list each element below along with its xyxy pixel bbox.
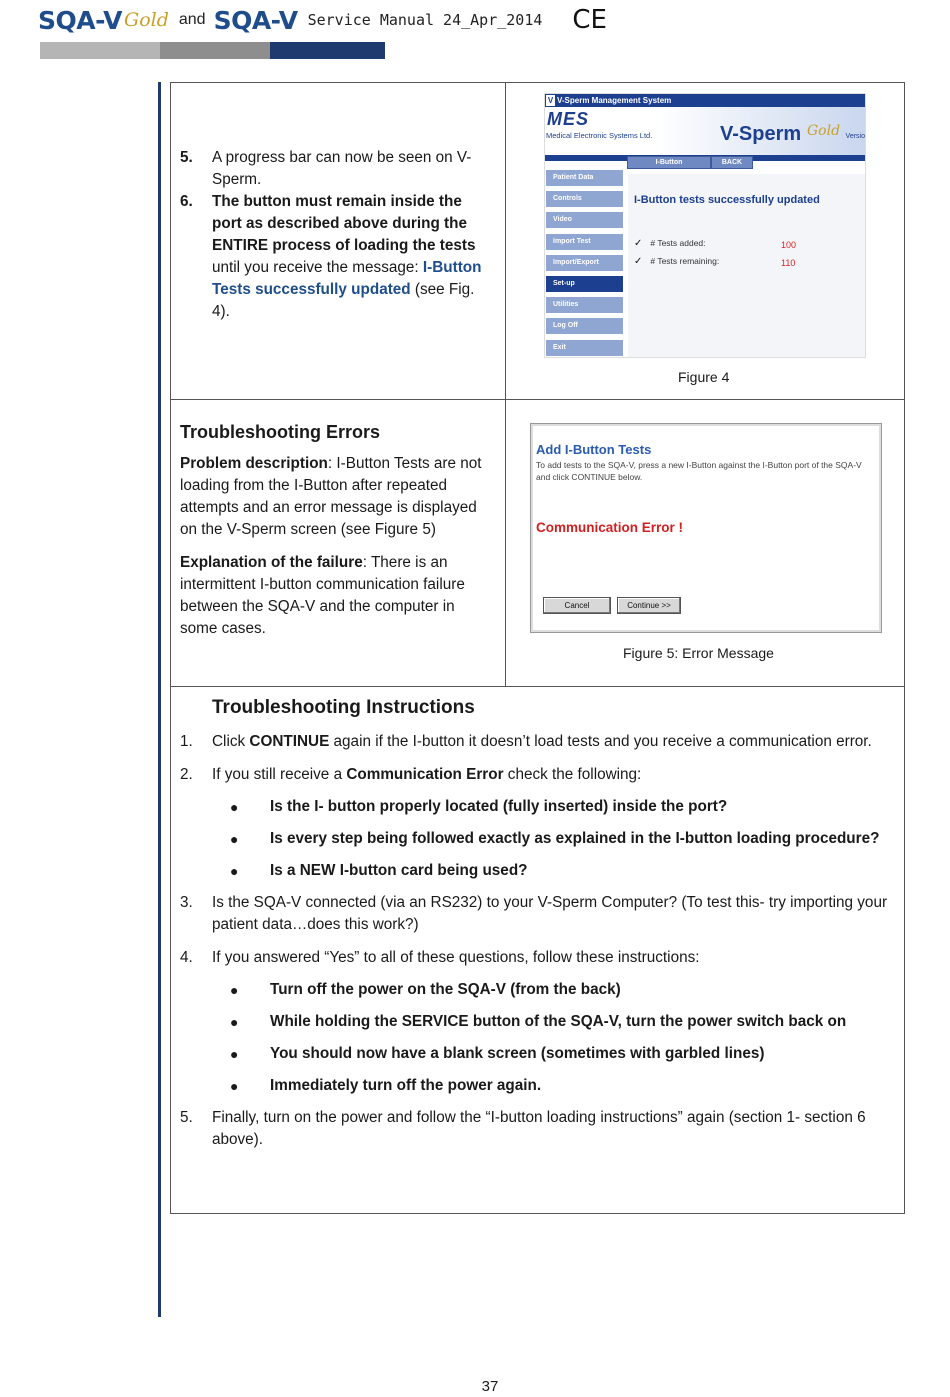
tests-added-label: # Tests added:	[650, 238, 706, 248]
step-number: 4.	[180, 949, 193, 966]
cancel-button: Cancel	[543, 597, 611, 614]
tests-remaining-row	[634, 256, 719, 267]
back-button: BACK	[711, 156, 753, 169]
table-divider	[170, 399, 904, 400]
step-text: Finally, turn on the power and follow the “I-button loading instructions” again (section 1- section 6 above).	[212, 1109, 866, 1148]
check-icon: ✓	[634, 238, 643, 249]
main-panel	[628, 174, 865, 357]
bullet-item	[230, 1011, 892, 1033]
header-and: and	[178, 11, 206, 28]
step-number: 3.	[180, 894, 193, 911]
tests-remaining-label: # Tests remaining:	[650, 256, 720, 266]
bullet-icon: ●	[230, 982, 239, 998]
window-titlebar	[545, 94, 865, 107]
page-number: 37	[481, 1378, 499, 1395]
step-text	[212, 764, 892, 786]
bullet-text: Immediately turn off the power again.	[270, 1077, 542, 1094]
menu-item-setup: Set-up	[546, 276, 623, 292]
bullet-text: Is a NEW I-button card being used?	[270, 862, 528, 879]
explanation-text: : There is an intermittent I-button communication failure between the SQA-V and the computer in some cases.	[180, 554, 465, 637]
step-text: Is the SQA-V connected (via an RS232) to your V-Sperm Computer? (To test this- try importing your patient data…does this work?)	[212, 894, 888, 933]
ibutton-tab: I-Button	[627, 156, 711, 169]
step-number: 5.	[180, 149, 193, 166]
table-divider	[505, 82, 506, 686]
bullet-text: You should now have a blank screen (sometimes with garbled lines)	[270, 1045, 765, 1062]
figure-4-caption: Figure 4	[678, 369, 730, 385]
step-bold: The button must remain inside the port as described above during the ENTIRE process of loading the tests	[212, 193, 476, 254]
product-name: V-Sperm	[720, 123, 802, 145]
continue-ref: CONTINUE	[249, 733, 330, 750]
step-pre: Click	[212, 733, 250, 750]
list-item	[180, 147, 495, 191]
menu-item-log-off: Log Off	[546, 318, 623, 334]
troubleshooting-errors	[180, 421, 490, 640]
loading-steps	[180, 147, 495, 323]
app-banner	[545, 107, 865, 161]
bullet-text: While holding the SERVICE button of the SQA-V, turn the power switch back on	[270, 1013, 847, 1030]
tests-added-row	[634, 238, 706, 249]
sqa-v-gold-logo: SQA-V	[38, 5, 123, 35]
step-text: A progress bar can now be seen on V-Sperm.	[212, 149, 472, 188]
section-heading: Troubleshooting Instructions	[212, 697, 475, 718]
problem-text: : I-Button Tests are not loading from the I-Button after repeated attempts and an error message is displayed on the V-Sperm screen (see Figure 5)	[180, 455, 482, 538]
section-heading: Troubleshooting Errors	[180, 422, 381, 442]
error-ref: Communication Error	[346, 766, 504, 783]
problem-label: Problem description	[180, 455, 328, 472]
bullet-item	[230, 1043, 892, 1065]
bullet-icon: ●	[230, 863, 239, 879]
communication-error-text: Communication Error !	[536, 520, 684, 535]
app-icon: V	[547, 96, 554, 105]
list-item	[180, 764, 892, 786]
tests-remaining-value: 110	[781, 258, 796, 268]
bullet-icon: ●	[230, 831, 239, 847]
bullet-item	[230, 796, 892, 818]
step-tail: (see Fig. 4).	[212, 281, 475, 320]
step-plain: until you receive the message:	[212, 259, 423, 276]
bullet-icon: ●	[230, 1014, 239, 1030]
list-item	[180, 892, 892, 936]
step-text	[212, 191, 495, 323]
bullet-item	[230, 1075, 892, 1097]
window-title: V-Sperm Management System	[557, 96, 672, 105]
ce-mark-icon: CE	[572, 5, 607, 35]
bullet-text: Turn off the power on the SQA-V (from the back)	[270, 981, 621, 998]
list-item	[180, 191, 495, 323]
table-divider	[170, 686, 904, 687]
success-message-ref: I-Button Tests successfully updated	[212, 259, 482, 298]
menu-item-import-test: Import Test	[546, 234, 623, 250]
header-title: Service Manual 24_Apr_2014	[307, 11, 543, 29]
gold-script-logo: Gold	[124, 9, 169, 31]
step-text	[212, 731, 892, 753]
step-text: If you answered “Yes” to all of these questions, follow these instructions:	[212, 949, 700, 966]
list-item	[180, 1107, 892, 1151]
header-bar-gray	[160, 42, 270, 59]
header-bar-navy	[270, 42, 385, 59]
header-bar-light	[40, 42, 160, 59]
success-message: I-Button tests successfully updated	[634, 194, 820, 206]
company-name: Medical Electronic Systems Ltd.	[546, 131, 653, 140]
step-post: check the following:	[503, 766, 642, 783]
continue-button: Continue >>	[617, 597, 681, 614]
version-label: Versio	[845, 133, 865, 140]
bullet-item	[230, 860, 892, 882]
step-number: 2.	[180, 766, 193, 783]
bullet-text: Is the I- button properly located (fully inserted) inside the port?	[270, 798, 728, 815]
list-item	[180, 947, 892, 969]
menu-item-controls: Controls	[546, 191, 623, 207]
troubleshooting-instructions	[180, 697, 892, 1151]
menu-item-patient-data: Patient Data	[546, 170, 623, 186]
bullet-item	[230, 828, 892, 850]
bullet-text: Is every step being followed exactly as explained in the I-button loading procedure?	[270, 830, 880, 847]
menu-item-video: Video	[546, 212, 623, 228]
step-number: 5.	[180, 1109, 193, 1126]
step-post: again if the I-button it doesn’t load tests and you receive a communication error.	[329, 733, 872, 750]
menu-item-import-export: Import/Export	[546, 255, 623, 271]
sqa-v-logo: SQA-V	[213, 5, 298, 35]
tests-added-value: 100	[781, 240, 797, 250]
bullet-icon: ●	[230, 1078, 239, 1094]
margin-rule	[158, 82, 161, 1317]
bullet-icon: ●	[230, 799, 239, 815]
menu-item-exit: Exit	[546, 340, 623, 356]
dialog-title: Add I-Button Tests	[536, 442, 652, 457]
failure-explanation	[180, 552, 490, 640]
step-number: 6.	[180, 193, 193, 210]
step-number: 1.	[180, 733, 193, 750]
bullet-icon: ●	[230, 1046, 239, 1062]
dialog-description: To add tests to the SQA-V, press a new I-Button against the I-Button port of the SQA-V and click CONTINUE below.	[536, 460, 862, 482]
list-item	[180, 731, 892, 753]
product-suffix: Gold	[807, 123, 841, 139]
figure-4-screenshot	[544, 93, 866, 358]
mes-logo: MES	[547, 109, 590, 129]
figure-5-screenshot	[530, 423, 882, 633]
explanation-label: Explanation of the failure	[180, 554, 363, 571]
problem-description	[180, 453, 490, 541]
bullet-item	[230, 979, 892, 1001]
page-header	[38, 4, 607, 36]
step-pre: If you still receive a	[212, 766, 347, 783]
check-icon: ✓	[634, 256, 643, 267]
menu-item-utilities: Utilities	[546, 297, 623, 313]
figure-5-caption: Figure 5: Error Message	[623, 645, 774, 661]
